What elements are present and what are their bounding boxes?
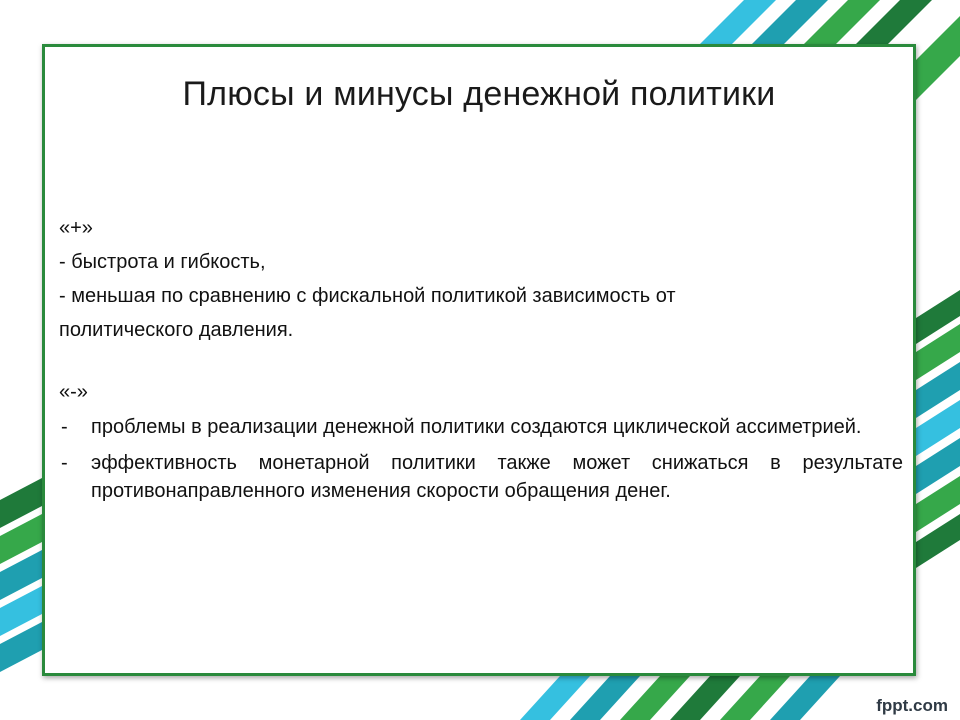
minus-heading: «-» bbox=[59, 381, 88, 403]
slide-title: Плюсы и минусы денежной политики bbox=[182, 75, 776, 113]
plus-item: политического давления. bbox=[59, 319, 294, 341]
minus-item-text: эффективность монетарной политики также может снижаться в результате противонаправленного изменения скорости обращения денег. bbox=[91, 452, 903, 502]
minus-item bbox=[59, 413, 903, 441]
left-stripes bbox=[0, 478, 42, 672]
minus-item bbox=[59, 449, 903, 505]
slide-card bbox=[42, 44, 916, 676]
dash-bullet-icon: - bbox=[61, 416, 68, 438]
dash-bullet-icon: - bbox=[61, 452, 68, 474]
spacer bbox=[59, 347, 903, 375]
right-stripes bbox=[916, 290, 960, 568]
slide-body bbox=[59, 211, 903, 513]
minus-item-text: проблемы в реализации денежной политики создаются циклической ассиметрией. bbox=[91, 416, 862, 438]
fppt-logo: fppt.com bbox=[876, 696, 948, 715]
minus-list bbox=[59, 413, 903, 505]
plus-item: - меньшая по сравнению с фискальной политикой зависимость от bbox=[59, 285, 676, 307]
plus-item: - быстрота и гибкость, bbox=[59, 251, 266, 273]
bottom-stripes bbox=[520, 676, 840, 720]
plus-heading: «+» bbox=[59, 217, 93, 239]
